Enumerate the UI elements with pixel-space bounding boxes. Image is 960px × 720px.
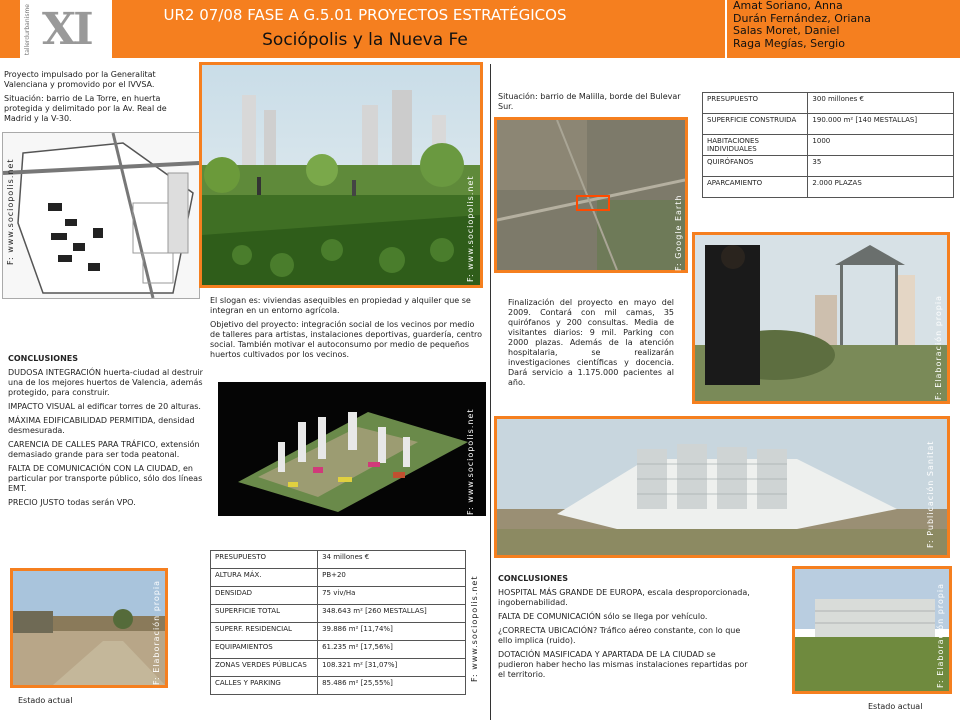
sociopolis-huerta-photo — [199, 62, 483, 288]
estado-caption: Estado actual — [868, 702, 923, 711]
table-value: 300 millones € — [808, 93, 954, 114]
table-label: QUIRÓFANOS — [703, 156, 808, 177]
conclusion-item: DUDOSA INTEGRACIÓN huerta-ciudad al destruir una de los mejores huertos de Valencia, además protegido, para construir. — [8, 368, 203, 397]
table-row — [211, 569, 466, 587]
table-row — [703, 177, 954, 198]
table-value: 34 millones € — [318, 551, 466, 569]
conclusion-item: PRECIO JUSTO todas serán VPO. — [8, 498, 136, 507]
table-row — [211, 677, 466, 695]
table-value: PB+20 — [318, 569, 466, 587]
table-label: CALLES Y PARKING — [211, 677, 318, 695]
monument-credit: F: Elaboración propia — [934, 295, 943, 400]
table-value: 348.643 m² [260 MESTALLAS] — [318, 605, 466, 623]
nuevafe-data-table — [702, 92, 954, 198]
nuevafe-hospital-render — [494, 416, 950, 558]
estado-caption: Estado actual — [18, 696, 73, 705]
table-label: ZONAS VERDES PÚBLICAS — [211, 659, 318, 677]
objetivo-text: Objetivo del proyecto: integración social de los vecinos por medio de talleres para artistas, instalaciones deportivas, guardería, centro social. También motivar el autoconsumo por medio de pequeños huertos cultivados por los vecinos. — [210, 320, 483, 359]
conclusions-title: CONCLUSIONES — [8, 354, 79, 363]
plan-credit: F: www.sociopolis.net — [6, 158, 15, 265]
sociopolis-description — [210, 296, 482, 364]
conclusion-item: ¿CORRECTA UBICACIÓN? Tráfico aéreo constante, con lo que ello implica (ruido). — [498, 626, 741, 645]
table-value: 108.321 m² [31,07%] — [318, 659, 466, 677]
nuevafe-conclusions — [498, 574, 752, 684]
hospital-image — [497, 419, 947, 555]
situacion-text: Situación: barrio de La Torre, en huerta protegida y delimitado por la Av. Real de Madrid y la V-30. — [4, 94, 167, 123]
table-row — [211, 659, 466, 677]
logo-text: XI — [42, 4, 91, 55]
header-divider — [725, 0, 727, 58]
nuevafe-finalizacion: Finalización del proyecto en mayo del 2009. Contará con mil camas, 35 quirófanos y 200 consultas. Media de visitantes diarios: 9 mil. Parking con 2000 plazas. Además de la atención hospitalaria, se realizarán investigaciones científicas y docencia. Dará servicio a 1.175.000 pacientes al año. — [508, 298, 674, 387]
column-divider — [490, 64, 491, 720]
conclusion-item: FALTA DE COMUNICACIÓN sólo se llega por vehículo. — [498, 612, 708, 621]
conclusion-item: CARENCIA DE CALLES PARA TRÁFICO, extensión demasiado grande para ser toda peatonal. — [8, 440, 200, 459]
conclusion-item: MÁXIMA EDIFICABILIDAD PERMITIDA, densidad desmesurada. — [8, 416, 195, 435]
monument-image — [695, 235, 947, 401]
table-value: 190.000 m² [140 MESTALLAS] — [808, 114, 954, 135]
plan-drawing — [3, 133, 199, 298]
table-row — [211, 587, 466, 605]
authors — [733, 0, 871, 50]
conclusion-item: IMPACTO VISUAL al edificar torres de 20 alturas. — [8, 402, 201, 411]
nuevafe-monument-photo — [692, 232, 950, 404]
table-row — [703, 135, 954, 156]
table-label: SUPERFICIE TOTAL — [211, 605, 318, 623]
slogan-text: El slogan es: viviendas asequibles en propiedad y alquiler que se integran en un entorno agrícola. — [210, 296, 471, 315]
table-value: 2.000 PLAZAS — [808, 177, 954, 198]
page-title: Sociópolis y la Nueva Fe — [262, 30, 468, 50]
table-value: 1000 — [808, 135, 954, 156]
model-credit: F: www.sociopolis.net — [466, 408, 475, 515]
table-value: 39.886 m² [11,74%] — [318, 623, 466, 641]
logo — [20, 0, 112, 58]
nuevafe-aerial-photo — [494, 117, 688, 273]
table-label: SUPERFICIE CONSTRUIDA — [703, 114, 808, 135]
estado-credit: F: Elaboración propia — [152, 580, 161, 685]
table-label: ALTURA MÁX. — [211, 569, 318, 587]
conclusion-item: DOTACIÓN MASIFICADA Y APARTADA DE LA CIUDAD se pudieron haber hecho las mismas instalaciones repartidas por el territorio. — [498, 650, 748, 679]
table-value: 85.486 m² [25,55%] — [318, 677, 466, 695]
conclusions-title: CONCLUSIONES — [498, 574, 569, 583]
table-label: DENSIDAD — [211, 587, 318, 605]
sociopolis-model-image — [218, 382, 486, 516]
sociopolis-plan-image — [2, 132, 200, 299]
table-label: PRESUPUESTO — [211, 551, 318, 569]
sociopolis-data-table — [210, 550, 466, 695]
current-state-image — [795, 569, 949, 691]
conclusion-item: FALTA DE COMUNICACIÓN CON LA CIUDAD, en particular por transporte público, sólo dos líneas EMT. — [8, 464, 203, 493]
sociopolis-intro — [4, 70, 194, 128]
aerial-credit: F: Google Earth — [674, 194, 683, 271]
table-row — [703, 93, 954, 114]
table-label: SUPERF. RESIDENCIAL — [211, 623, 318, 641]
table-credit: F: www.sociopolis.net — [470, 575, 479, 682]
render-credit: F: Publicación Sanitat — [926, 440, 935, 548]
aerial-image — [497, 120, 685, 270]
table-row — [703, 114, 954, 135]
author: Salas Moret, Daniel — [733, 24, 840, 37]
table-row — [211, 605, 466, 623]
author: Durán Fernández, Oriana — [733, 11, 871, 25]
table-label: PRESUPUESTO — [703, 93, 808, 114]
model-render — [218, 382, 486, 516]
sociopolis-conclusions — [8, 354, 214, 512]
table-row — [211, 641, 466, 659]
conclusion-item: HOSPITAL MÁS GRANDE DE EUROPA, escala desproporcionada, ingobernabilidad. — [498, 588, 750, 607]
huerta-credit: F: www.sociopolis.net — [466, 175, 475, 282]
author: Amat Soriano, Anna — [733, 0, 843, 12]
author: Raga Megías, Sergio — [733, 36, 845, 50]
sociopolis-current-photo — [10, 568, 168, 688]
table-value: 61.235 m² [17,56%] — [318, 641, 466, 659]
table-value: 75 viv/Ha — [318, 587, 466, 605]
table-value: 35 — [808, 156, 954, 177]
table-row — [211, 551, 466, 569]
table-label: HABITACIONES INDIVIDUALES — [703, 135, 808, 156]
table-label: APARCAMIENTO — [703, 177, 808, 198]
table-row — [703, 156, 954, 177]
estado-credit: F: Elaboración propia — [936, 583, 945, 688]
intro-text: Proyecto impulsado por la Generalitat Valenciana y promovido por el IVVSA. — [4, 70, 156, 89]
nuevafe-current-photo — [792, 566, 952, 694]
current-state-image — [13, 571, 165, 685]
table-label: EQUIPAMIENTOS — [211, 641, 318, 659]
course-code: UR2 07/08 FASE A G.5.01 PROYECTOS ESTRATÉGICOS — [163, 6, 567, 24]
table-row — [211, 623, 466, 641]
logo-small-text: tallerdurbanisme — [24, 4, 31, 56]
nuevafe-situacion: Situación: barrio de Malilla, borde del Bulevar Sur. — [498, 92, 681, 111]
huerta-render — [202, 65, 480, 285]
